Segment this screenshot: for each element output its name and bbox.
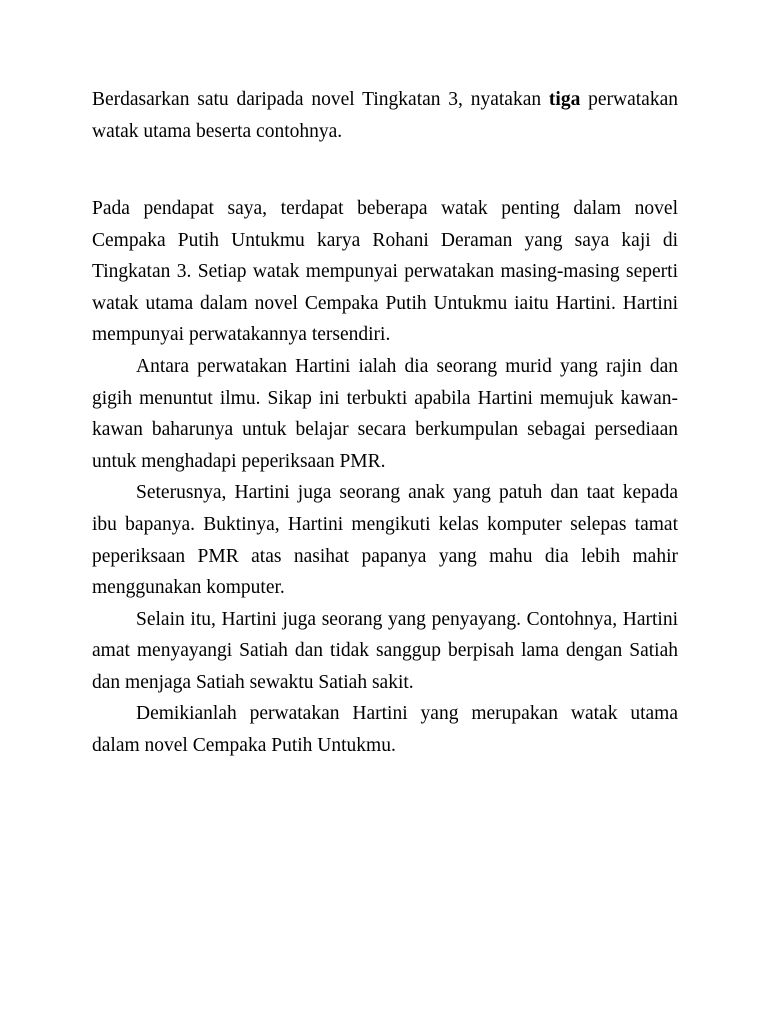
paragraph-conclusion: Demikianlah perwatakan Hartini yang merupakan watak utama dalam novel Cempaka Putih Untukmu. [92, 703, 678, 756]
paragraph-trait-one: Antara perwatakan Hartini ialah dia seorang murid yang rajin dan gigih menuntut ilmu. Sikap ini terbukti apabila Hartini memujuk kawan-kawan baharunya untuk belajar secara berkumpulan sebagai persediaan untuk menghadapi peperiksaan PMR. [92, 356, 678, 472]
paragraph-trait-two: Seterusnya, Hartini juga seorang anak yang patuh dan taat kepada ibu bapanya. Buktinya, Hartini mengikuti kelas komputer selepas tamat peperiksaan PMR atas nasihat papanya yang mahu dia lebih mahir menggunakan komputer. [92, 482, 678, 599]
paragraph-spacer [92, 147, 678, 193]
paragraph-trait-three: Selain itu, Hartini juga seorang yang penyayang. Contohnya, Hartini amat menyayangi Satiah dan tidak sanggup berpisah lama dengan Satiah dan menjaga Satiah sewaktu Satiah sakit. [92, 608, 678, 693]
question-text-part-2: perwatakan watak utama beserta contohnya. [92, 89, 678, 142]
paragraph-intro: Pada pendapat saya, terdapat beberapa watak penting dalam novel Cempaka Putih Untukmu karya Rohani Deraman yang saya kaji di Tingkatan 3. Setiap watak mempunyai perwatakan masing-masing seperti watak utama dalam novel Cempaka Putih Untukmu iaitu Hartini. Hartini mempunyai perwatakannya tersendiri. [92, 198, 678, 346]
document-body [92, 84, 678, 762]
question-emphasis-tiga: tiga [548, 89, 581, 110]
question-text-part-1: Berdasarkan satu daripada novel Tingkatan 3, nyatakan [92, 89, 549, 110]
paragraph-question [92, 84, 678, 147]
